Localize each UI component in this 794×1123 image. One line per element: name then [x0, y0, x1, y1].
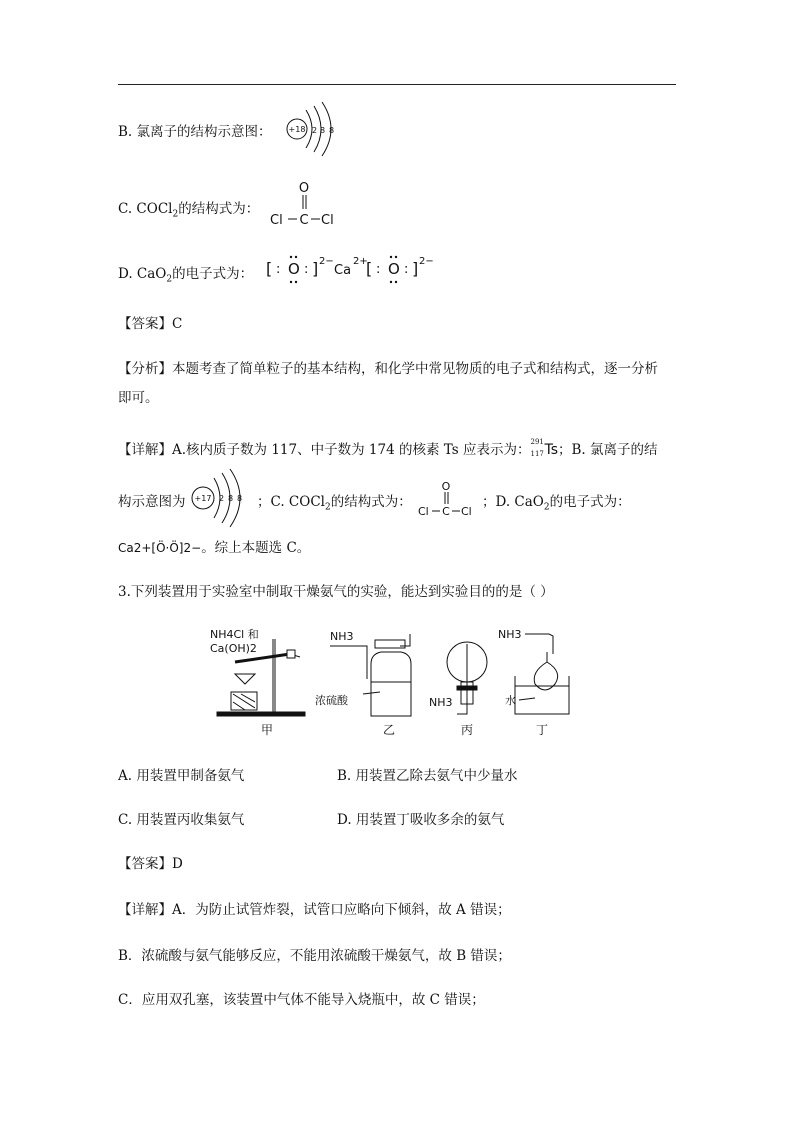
- svg-text:丙: 丙: [460, 723, 474, 737]
- svg-text:NH3: NH3: [429, 696, 453, 709]
- chloride-ion-diagram-2: [190, 468, 252, 528]
- option-d-line: D. CaO$_2$的电子式为：: [118, 266, 254, 285]
- nucleus-charge: +18: [288, 125, 306, 134]
- svg-text:Cl: Cl: [461, 505, 472, 518]
- cocl2-structure-2: [416, 478, 480, 520]
- shell-3: 8: [329, 126, 335, 135]
- apparatus-jia: [210, 628, 305, 716]
- shell-2: 8: [320, 126, 326, 135]
- option-c-line: C. COCl$_2$的结构式为：: [118, 201, 260, 220]
- cao2-electron-formula: [264, 250, 454, 288]
- option-3b: B. 用装置乙除去氨气中少量水: [337, 768, 518, 784]
- svg-text:水: 水: [505, 694, 516, 707]
- svg-text::: :: [276, 262, 281, 277]
- detail-1-line-1: 【详解】A.核内质子数为 117、中子数为 174 的核素 Ts 应表示为： 291 117 Ts；B. 氯离子的结: [118, 437, 658, 458]
- option-b-label: B. 氯离子的结构示意图：: [118, 124, 272, 140]
- svg-text:[: [: [366, 259, 373, 278]
- detail-3-b: B．浓硫酸与氨气能够反应，不能用浓硫酸干燥氨气，故 B 错误；: [118, 948, 511, 964]
- svg-text:2−: 2−: [419, 256, 434, 267]
- svg-text:8: 8: [237, 494, 243, 503]
- detail-1-line-3: Ca2+[Ö·Ö]2−。综上本题选 C。: [118, 540, 311, 556]
- option-3c: C. 用装置丙收集氨气: [118, 812, 245, 828]
- svg-text:浓硫酸: 浓硫酸: [315, 694, 348, 707]
- question-3: 3.下列装置用于实验室中制取干燥氨气的实验，能达到实验目的的是（ ）: [118, 584, 554, 600]
- detail-3-a: 【详解】A．为防止试管炸裂，试管口应略向下倾斜，故 A 错误；: [118, 902, 511, 918]
- svg-text:O: O: [441, 480, 451, 493]
- apparatus-bing: [429, 642, 487, 714]
- answer-1: 【答案】C: [118, 316, 183, 332]
- svg-text:Ca: Ca: [334, 263, 352, 278]
- svg-text:甲: 甲: [260, 723, 274, 737]
- apparatus-figure: [205, 624, 575, 740]
- shell-1: 2: [312, 126, 318, 135]
- svg-text:NH3: NH3: [498, 628, 522, 641]
- svg-text:Cl: Cl: [321, 213, 334, 228]
- svg-text:O: O: [298, 181, 310, 196]
- option-3d: D. 用装置丁吸收多余的氨气: [337, 812, 505, 828]
- svg-text:2−: 2−: [319, 256, 334, 267]
- cocl2-structure: [268, 178, 348, 230]
- analysis-line-2: 即可。: [118, 390, 159, 406]
- svg-text:丁: 丁: [535, 723, 549, 737]
- svg-text:乙: 乙: [382, 723, 396, 737]
- analysis-line-1: 【分析】本题考查了简单粒子的基本结构，和化学中常见物质的电子式和结构式，逐一分析: [118, 361, 658, 377]
- svg-text:2+: 2+: [353, 256, 368, 267]
- svg-text:2: 2: [219, 494, 225, 503]
- svg-text:8: 8: [228, 494, 234, 503]
- chloride-ion-diagram: [284, 100, 364, 158]
- svg-text:Cl: Cl: [270, 213, 283, 228]
- detail-1-line-2: 构示意图为: [118, 494, 186, 510]
- svg-text:Cl: Cl: [418, 505, 429, 518]
- svg-text:[: [: [266, 259, 273, 278]
- svg-text:O: O: [388, 260, 400, 278]
- svg-text:]: ]: [412, 259, 419, 278]
- option-3a: A. 用装置甲制备氨气: [118, 768, 245, 784]
- svg-text:NH3: NH3: [330, 630, 354, 643]
- header-rule: [118, 84, 676, 85]
- svg-text:C: C: [442, 505, 450, 518]
- svg-text:Ca(OH)2: Ca(OH)2: [210, 642, 257, 655]
- svg-text:C: C: [299, 213, 309, 228]
- svg-text:+17: +17: [194, 494, 212, 503]
- svg-text:]: ]: [312, 259, 319, 278]
- apparatus-yi: [315, 630, 411, 716]
- svg-text:NH4Cl 和: NH4Cl 和: [210, 628, 259, 641]
- detail-1-line-2-end: ；D. CaO$_2$的电子式为：: [482, 494, 631, 513]
- detail-3-c: C．应用双孔塞，该装置中气体不能导入烧瓶中，故 C 错误；: [118, 992, 485, 1008]
- apparatus-ding: [498, 628, 569, 714]
- option-b-line: [118, 120, 272, 140]
- svg-text::: :: [304, 262, 309, 277]
- answer-3: 【答案】D: [118, 856, 183, 872]
- svg-text::: :: [376, 262, 381, 277]
- detail-1-line-2-mid: ；C. COCl$_2$的结构式为：: [257, 494, 412, 513]
- svg-text:O: O: [288, 260, 300, 278]
- svg-text::: :: [404, 262, 409, 277]
